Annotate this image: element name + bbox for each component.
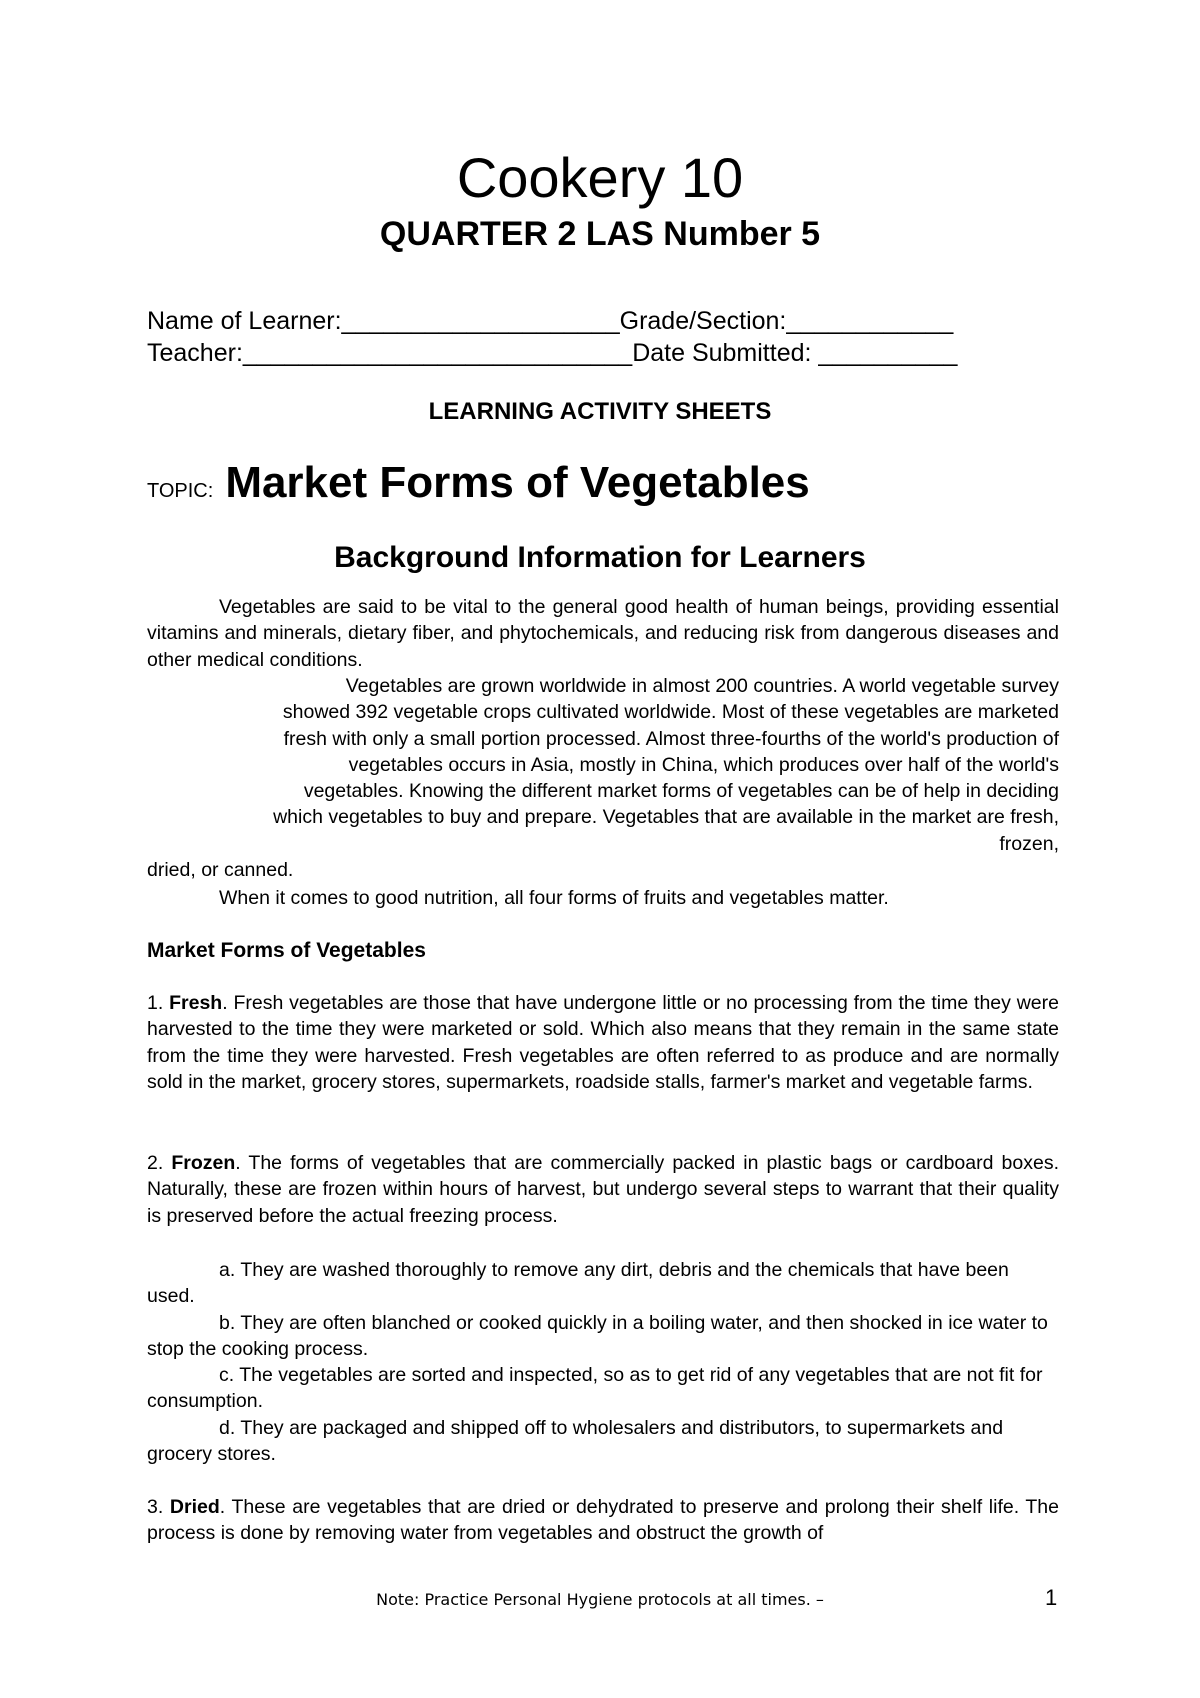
paragraph-line: vegetables. Knowing the different market forms of vegetables can be of help in deciding [303, 780, 1059, 803]
paragraph-line: fresh with only a small portion processed. Almost three-fourths of the world's production of [283, 727, 1059, 750]
background-heading: Background Information for Learners [334, 541, 866, 574]
background-paragraph-1: Vegetables are said to be vital to the general good health of human beings, providing essential vitamins and minerals, dietary fiber, and phytochemicals, and reducing risk from dangerous diseases and other medical conditions. [147, 596, 1059, 671]
item-term: Dried [169, 1496, 220, 1518]
topic-line [147, 458, 810, 508]
teacher-date-fields: Teacher:____________________________Date Submitted: __________ [147, 339, 958, 367]
paragraph-line: vegetables occurs in Asia, mostly in China, which produces over half of the world's [348, 753, 1059, 776]
item-term: Frozen [171, 1152, 236, 1174]
paragraph-line: which vegetables to buy and prepare. Vegetables that are available in the market are fresh, [273, 806, 1059, 829]
document-title: Cookery 10 [456, 146, 744, 209]
topic-label: TOPIC: [147, 480, 214, 502]
market-form-dried [147, 1494, 1059, 1547]
paragraph-line: Vegetables are grown worldwide in almost 200 countries. A world vegetable survey [345, 675, 1059, 697]
item-text: . The forms of vegetables that are commercially packed in plastic bags or cardboard boxes. Naturally, these are frozen within hours of harvest, but undergo several steps to warrant that their quality is preserved before the actual freezing process. [147, 1152, 1059, 1227]
background-paragraph-3: When it comes to good nutrition, all four forms of fruits and vegetables matter. [219, 887, 889, 909]
frozen-step-b: b. They are often blanched or cooked quickly in a boiling water, and then shocked in ice water to stop the cooking process. [147, 1312, 1048, 1361]
item-number: 1. [147, 992, 164, 1014]
las-title: LEARNING ACTIVITY SHEETS [428, 398, 772, 425]
topic-value: Market Forms of Vegetables [225, 458, 810, 507]
learner-grade-fields: Name of Learner:____________________Grade/Section:____________ [147, 307, 954, 335]
paragraph-line: showed 392 vegetable crops cultivated worldwide. Most of these vegetables are marketed [282, 701, 1059, 724]
frozen-step-c: c. The vegetables are sorted and inspected, so as to get rid of any vegetables that are not fit for consumption. [147, 1364, 1043, 1413]
market-form-fresh [147, 990, 1059, 1095]
frozen-step-a: a. They are washed thoroughly to remove any dirt, debris and the chemicals that have been used. [147, 1259, 1009, 1308]
paragraph-line: dried, or canned. [147, 859, 294, 882]
market-form-frozen [147, 1150, 1059, 1229]
item-text: . Fresh vegetables are those that have undergone little or no processing from the time they were harvested to the time they were marketed or sold. Which also means that they remain in the same state from the time they were harvested. Fresh vegetables are often referred to as produce and are normally sold in the market, grocery stores, supermarkets, roadside stalls, farmer's market and vegetable farms. [147, 992, 1059, 1093]
background-paragraph-2 [147, 673, 1059, 883]
page-number: 1 [1045, 1585, 1058, 1610]
item-text: . These are vegetables that are dried or dehydrated to preserve and prolong their shelf life. The process is done by removing water from vegetables and obstruct the growth of [147, 1496, 1059, 1545]
item-number: 3. [147, 1496, 164, 1518]
item-number: 2. [147, 1152, 164, 1174]
item-term: Fresh [169, 992, 223, 1014]
document-subtitle: QUARTER 2 LAS Number 5 [379, 215, 821, 253]
market-forms-heading: Market Forms of Vegetables [147, 939, 426, 962]
frozen-step-d: d. They are packaged and shipped off to wholesalers and distributors, to supermarkets and grocery stores. [147, 1417, 1004, 1466]
paragraph-line: frozen, [999, 832, 1059, 855]
footer-note: Note: Practice Personal Hygiene protocols at all times. – [376, 1590, 824, 1609]
